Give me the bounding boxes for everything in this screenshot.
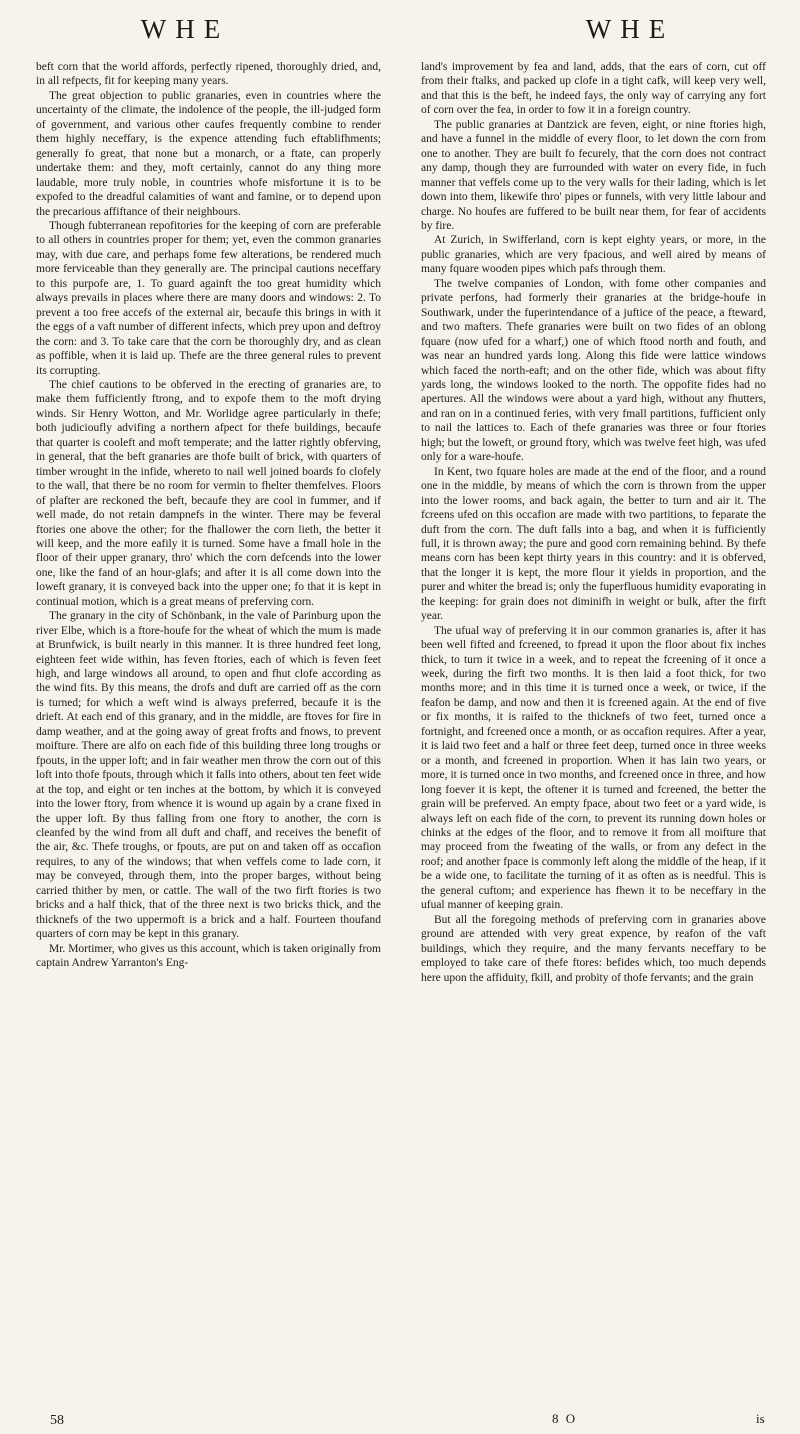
right-column: [421, 60, 766, 985]
paragraph: The granary in the city of Schönbank, in the vale of Parinburg upon the river Elbe, which is a ftore-houfe for the wheat of which the mum is made at Brunfwick, is built nearly in this manner. It is three hundred feet long, eighteen feet wide within, has feven ftories, each of which is feven feet high, and large windows all around, to open and fhut clofe according as the wind fits. By this means, the drofs and duft are carried off as the corn is turned; for which a weft wind is always preferred, becaufe it is the drieft. At each end of this granary, and in the middle, are ftoves for fire in damp weather, and at the going away of great frofts and fnows, to prevent moifture. There are alfo on each fide of this building three long troughs or fpouts, in the upper loft; and in fair weather men throw the corn out of this loft into thofe fpouts, through which it falls into others, about ten feet wide at the top, and eight or ten inches at the bottom, by which it is conveyed into the lower ftory, from whence it is wound up again by a crane fixed in the upper loft. By thus falling from one ftory to another, the corn is cleanfed by the wind from all duft and chaff, and receives the benefit of the air, &c. Thefe troughs, or fpouts, are put on and taken off as occafion requires, to any of the windows; that when veffels come to lade corn, it may be conveyed, through them, into the proper barges, without being carried thither by men, or cattle. The wall of the two firft ftories is two bricks and a half thick, that of the three next is two bricks thick, and the thicknefs of the two uppermoft is a brick and a half. Fourteen thoufand quarters of corn may be kept in this granary.: [36, 610, 381, 941]
paragraph: At Zurich, in Swifferland, corn is kept eighty years, or more, in the public granaries, which are very fpacious, and well aired by means of many fquare wooden pipes which pafs through them.: [421, 234, 766, 276]
paragraph: Mr. Mortimer, who gives us this account, which is taken originally from captain Andrew Yarranton's Eng-: [36, 942, 381, 970]
paragraph: The chief cautions to be obferved in the erecting of granaries are, to make them fufficiently ftrong, and to expofe them to the moft drying winds. Sir Henry Wotton, and Mr. Worlidge agree particularly in thefe; both judicioufly advifing a northern afpect for thefe buildings, becaufe that quarter is cooleft and moft temperate; and the latter rightly obferving, in general, that the beft granaries are thofe built of brick, with quarters of timber wrought in the infide, whereto to nail well joined boards fo clofely to the wall, that there be no room for vermin to fhelter themfelves. Floors of plafter are reckoned the beft, becaufe they are cool in fummer, and if well made, do not retain dampnefs in the winter. There may be feveral ftories one above the other; for the fhallower the corn lieth, the better it will keep, and the more eafily it is turned. Some have a fmall hole in the floor of their upper granary, thro' which the corn defcends into the lower one, like the fand of an hour-glafs; and after it is all come down into the loweft granary, it is conveyed back into the upper one; fo that it is kept in continual motion, which is a great means of preferving corn.: [36, 378, 381, 608]
left-column: [36, 60, 381, 971]
page-number: 58: [50, 1413, 64, 1428]
paragraph: The twelve companies of London, with fome other companies and private perfons, had formerly their granaries at the bridge-houfe in Southwark, under the fuperintendance of a juftice of the peace, a fteward, and two mafters. Thefe granaries were built on two fides of an oblong fquare (now ufed for a wharf,) one of which ftood north and fouth, and was near an hundred yards long. Along this fide were lattice windows which faced the north-eaft; and on the other fide, which was about fifty yards long, the windows looked to the north. The oppofite fides had no apertures. All the windows were about a yard high, without any fhutters, and ran on in a continued feries, with very fmall partitions, fufficient only to nail the lattices to. Each of thefe granaries was three or four ftories high; but the loweft, or ground ftory, which was twelve feet high, was ufed only for a ware-houfe.: [421, 277, 766, 464]
signature-mark: 8 O: [552, 1411, 578, 1426]
running-head-right: WHE: [585, 14, 675, 44]
catchword: is: [756, 1411, 765, 1426]
paragraph: land's improvement by fea and land, adds, that the ears of corn, cut off from their ftalks, and packed up clofe in a tight cafk, will keep very well, and that this is the beft, he indeed fays, the only way of carrying any fort of corn over the fea, in order to fow it in a foreign country.: [421, 61, 766, 117]
paragraph: Though fubterranean repofitories for the keeping of corn are preferable to all others in countries proper for them; yet, even the common granaries may, with due care, and perhaps fome few alterations, be rendered much more ferviceable than they generally are. The principal cautions neceffary to this purpofe are, 1. To guard againft the too great humidity which always prevails in places where there are many doors and windows: 2. To prevent a too free accefs of the external air, becaufe this brings in with it the eggs of a vaft number of different infects, which prey upon and deftroy the corn: and 3. To take care that the corn be thoroughly dry, and as clean as poffible, when it is laid up. Thefe are the three general rules to prevent its corrupting.: [36, 219, 381, 377]
paragraph: In Kent, two fquare holes are made at the end of the floor, and a round one in the middle, by means of which the corn is thrown from the upper into the lower rooms, and back again, the better to turn and air it. The fcreens ufed on this occafion are made with two partitions, to feparate the duft from the corn. The duft falls into a bag, and when it is fufficiently full, it is thrown away; the pure and good corn remaining behind. By thefe means corn has been kept thirty years in this country: and it is obferved, that the longer it is kept, the more flour it yields in proportion, and the purer and whiter the bread is; only the fuperfluous humidity evaporating in the keeping: for grain does not diminifh in weight or bulk, after the firft year.: [421, 465, 766, 623]
paragraph: beft corn that the world affords, perfectly ripened, thoroughly dried, and, in all refpects, fit for keeping many years.: [36, 61, 381, 88]
paragraph: But all the foregoing methods of preferving corn in granaries above ground are attended with very great expence, by reafon of the vaft buildings, which they require, and the many fervants neceffary to be employed to take care of thefe ftores: befides which, too much depends here upon the affiduity, fkill, and probity of thofe fervants; and the grain: [421, 913, 766, 984]
paragraph: The ufual way of preferving it in our common granaries is, after it has been well fifted and fcreened, to fpread it upon the floor about fix inches thick, to turn it twice in a week, and to repeat the fcreening of it once a week, during the firft two months. It is then laid a foot thick, for two months more; and in this time it is turned once a week, or twice, if the feafon be damp, and now and then it is fcreened again. At the end of five or fix months, it is raifed to the thicknefs of two feet, turned once a fortnight, and fcreened once a month, or as occafion requires. After a year, it is laid two feet and a half or three feet deep, turned once in three weeks or a month, and fcreened in proportion. When it has lain two years, or more, it is turned once in two months, and fcreened once in three, and how long foever it is kept, the oftener it is turned and fcreened, the better the grain will be preferved. An empty fpace, about two feet or a yard wide, is always left on each fide of the corn, to prevent its running down holes or chinks at the edges of the floor, and to remove it from all moifture that may proceed from the fweating of the walls, or from any defect in the roof; and another fpace is commonly left along the middle of the heap, if it be a wide one, to facilitate the turning of it as often as is needful. This is the general cuftom; and experience has fhewn it to be neceffary in the ufual manner of keeping grain.: [421, 624, 766, 912]
paragraph: The public granaries at Dantzick are feven, eight, or nine ftories high, and have a funnel in the middle of every floor, to let down the corn from one to another. They are built fo fecurely, that the corn does not contract any damp, though they are furrounded with water on every fide, in fuch manner that veffels come up to the very walls for their lading, which is let down into them, likewife thro' pipes or funnels, with very little labour and charge. No houfes are fuffered to be built near them, for fear of accidents by fire.: [421, 118, 766, 232]
running-head-left: WHE: [140, 14, 230, 44]
paragraph: The great objection to public granaries, even in countries where the uncertainty of the climate, the indolence of the people, the ill-judged form of government, and various other caufes frequently combine to render them highly neceffary, is the expence attending fuch eftablifhments; generally fo great, that none but a monarch, or a ftate, can properly undertake them: and they, moft certainly, cannot do any thing more laudable, more truly noble, in countries whofe misfortune it is to be expofed to the dreadful calamities of want and famine, or to depend upon the precarious affiftance of their neighbours.: [36, 89, 381, 218]
